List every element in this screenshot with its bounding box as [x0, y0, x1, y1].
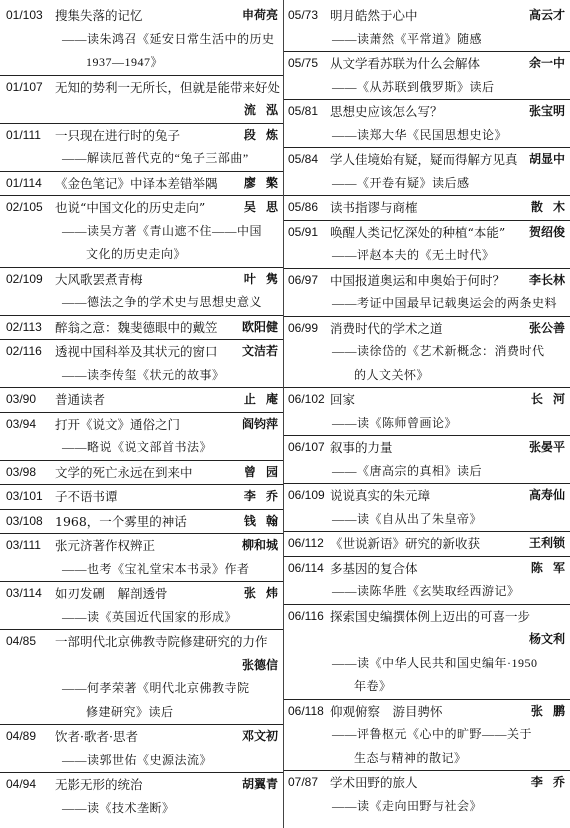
entry-subtitle-line: ——读徐岱的《艺术新概念：消费时代 — [332, 344, 545, 358]
entry-author: 止 庵 — [243, 392, 278, 406]
entry-head-line — [284, 269, 570, 293]
entry-title: 唤醒人类记忆深处的种植“本能” — [330, 224, 506, 240]
issue-page-code: 06/109 — [288, 488, 325, 502]
entry-author: 高寿仙 — [528, 488, 565, 502]
toc-entry — [284, 196, 570, 221]
entry-subtitle-line: ——读《技术垄断》 — [62, 800, 175, 815]
entry-head-line — [0, 124, 283, 148]
entry-subtitle-line: ——也考《宝礼堂宋本书录》作者 — [62, 561, 250, 576]
issue-page-code: 03/111 — [6, 538, 41, 552]
entry-subtitle-line: ——略说《说文部首书法》 — [62, 440, 213, 454]
entry-head-line — [0, 630, 283, 654]
entry-author-line — [0, 99, 283, 123]
toc-entry — [0, 461, 283, 486]
issue-page-code: 03/94 — [6, 416, 37, 431]
toc-entry — [0, 773, 283, 820]
entry-title: 也说“中国文化的历史走向” — [55, 200, 206, 215]
entry-subtitle-line: ——解读厄普代克的“兔子三部曲” — [62, 151, 249, 165]
toc-entry — [284, 557, 570, 605]
entry-title: 《世说新语》研究的新收获 — [330, 536, 481, 551]
entry-subtitle-line: ——《从苏联到俄罗斯》读后 — [332, 79, 495, 94]
entry-title: 大风歌罢煮青梅 — [55, 271, 143, 287]
entry-head-line — [284, 557, 570, 581]
entry-author: 张 鹏 — [530, 703, 565, 718]
toc-entry — [0, 196, 283, 268]
issue-page-code: 06/97 — [288, 272, 319, 287]
toc-entry — [0, 510, 283, 535]
entry-author: 张宝明 — [528, 104, 565, 118]
issue-page-code: 02/116 — [6, 344, 42, 358]
entry-head-line — [0, 316, 283, 340]
issue-page-code: 06/102 — [288, 392, 325, 406]
entry-title: 透视中国科举及其状元的窗口 — [55, 344, 218, 359]
entry-subtitle-line: 1937—1947》 — [86, 55, 164, 69]
issue-page-code: 01/107 — [6, 79, 43, 94]
entry-subtitle-line: ——读郑大华《民国思想史论》 — [332, 127, 508, 142]
entry-subtitle-line: ——《唐高宗的真相》读后 — [332, 463, 483, 478]
entry-author: 文洁若 — [241, 344, 278, 358]
entry-head-line — [284, 771, 570, 795]
entry-author: 李 乔 — [243, 489, 278, 503]
issue-page-code: 05/75 — [288, 56, 319, 70]
entry-head-line — [284, 605, 570, 629]
issue-page-code: 04/94 — [6, 777, 37, 791]
toc-entry — [0, 388, 283, 413]
toc-entry — [284, 436, 570, 484]
entry-author: 胡翼青 — [241, 777, 278, 791]
toc-entry — [284, 605, 570, 700]
entry-author-line — [284, 628, 570, 652]
entry-head-line — [284, 700, 570, 724]
entry-head-line — [0, 582, 283, 606]
entry-title: 无知的势利一无所长，但就是能带来好处 — [55, 79, 281, 95]
issue-page-code: 05/84 — [288, 152, 319, 166]
entry-author: 张晏平 — [528, 440, 565, 454]
entry-author: 流 泓 — [243, 103, 278, 117]
entry-author: 高云才 — [528, 8, 565, 22]
entry-author: 张德信 — [241, 657, 278, 672]
entry-subtitle-line: 年卷》 — [354, 679, 392, 693]
toc-entry — [0, 172, 283, 197]
toc-entry — [0, 4, 283, 76]
entry-title: 子不语书谭 — [55, 489, 118, 504]
entry-author-line — [0, 654, 283, 678]
issue-page-code: 02/109 — [6, 271, 43, 286]
entry-subtitle-line: ——读《中华人民共和国史编年·1950 — [332, 655, 538, 670]
issue-page-code: 05/73 — [288, 8, 319, 22]
entry-subtitle-line: ——读《走向田野与社会》 — [332, 798, 483, 813]
issue-page-code: 06/112 — [288, 536, 324, 550]
toc-column-left — [0, 0, 284, 828]
entry-author: 曾 园 — [243, 464, 278, 479]
entry-author: 胡显中 — [528, 152, 565, 166]
entry-title: 叙事的力量 — [330, 440, 393, 455]
entry-title: 回家 — [330, 392, 356, 407]
entry-subtitle-line: 生态与精神的散记》 — [354, 750, 467, 765]
issue-page-code: 06/114 — [288, 560, 324, 575]
entry-head-line — [0, 534, 283, 558]
entry-author: 张公善 — [528, 320, 565, 335]
entry-author: 贺绍俊 — [528, 224, 565, 239]
toc-entry — [0, 725, 283, 773]
entry-title: 中国报道奥运和申奥始于何时？ — [330, 272, 506, 288]
entry-author: 叶 隽 — [243, 271, 278, 286]
entry-head-line — [0, 340, 283, 364]
issue-page-code: 03/114 — [6, 586, 42, 600]
issue-page-code: 05/86 — [288, 200, 319, 214]
entry-head-line — [0, 461, 283, 485]
entry-head-line — [284, 52, 570, 76]
entry-head-line — [0, 76, 283, 100]
issue-page-code: 05/81 — [288, 104, 319, 118]
toc-entry — [284, 269, 570, 317]
entry-title: 从文学看苏联为什么会解体 — [330, 56, 481, 71]
issue-page-code: 04/89 — [6, 729, 37, 743]
entry-author: 陈 军 — [530, 560, 565, 575]
entry-subtitle-line: ——读李传玺《状元的故事》 — [62, 367, 225, 382]
entry-title: 学人佳境始有疑，疑而得解方见真 — [330, 152, 518, 167]
issue-page-code: 03/90 — [6, 392, 37, 406]
entry-author: 余一中 — [528, 56, 565, 70]
entry-head-line — [0, 388, 283, 412]
entry-title: 消费时代的学术之道 — [330, 320, 443, 336]
toc-entry — [284, 100, 570, 148]
issue-page-code: 05/91 — [288, 224, 319, 239]
entry-head-line — [284, 196, 570, 220]
toc-entry — [284, 4, 570, 52]
entry-head-line — [0, 4, 283, 28]
toc-column-right — [284, 0, 570, 828]
entry-head-line — [0, 725, 283, 749]
entry-subtitle-line: 的人文关怀》 — [354, 367, 430, 382]
entry-subtitle-line: ——读郭世佑《史源法流》 — [62, 752, 213, 767]
entry-author: 长 河 — [530, 392, 565, 406]
entry-title: 《金色笔记》中译本差错举隅 — [55, 175, 218, 191]
issue-page-code: 01/103 — [6, 8, 43, 22]
issue-page-code: 04/85 — [6, 634, 37, 648]
toc-entry — [284, 52, 570, 100]
entry-head-line — [0, 196, 283, 220]
toc-entry — [284, 532, 570, 557]
issue-page-code: 03/98 — [6, 464, 37, 479]
issue-page-code: 01/111 — [6, 127, 41, 142]
entry-author: 钱 翰 — [243, 513, 278, 528]
issue-page-code: 06/107 — [288, 440, 325, 454]
entry-subtitle-line: ——读萧然《平常道》随感 — [332, 31, 483, 46]
issue-page-code: 02/113 — [6, 319, 42, 334]
entry-author: 申荷亮 — [241, 8, 278, 22]
entry-title: 搜集失落的记忆 — [55, 8, 143, 23]
issue-page-code: 01/114 — [6, 175, 42, 190]
entry-subtitle-line: ——读吴方著《青山遮不住——中国 — [62, 223, 263, 238]
toc-entry — [0, 76, 283, 124]
entry-author: 王利锁 — [528, 536, 565, 550]
toc-entry — [0, 268, 283, 316]
entry-subtitle-line: ——读《英国近代国家的形成》 — [62, 609, 238, 624]
entry-title: 明月皓然于心中 — [330, 8, 418, 23]
toc-entry — [284, 148, 570, 196]
entry-head-line — [284, 100, 570, 124]
entry-head-line — [0, 485, 283, 509]
entry-head-line — [284, 148, 570, 172]
entry-head-line — [284, 436, 570, 460]
entry-title: 无影无形的统治 — [55, 777, 143, 792]
entry-head-line — [0, 413, 283, 437]
entry-author: 邓文初 — [241, 729, 278, 743]
entry-title: 学术田野的旅人 — [330, 775, 418, 790]
entry-title: 探索国史编撰体例上迈出的可喜一步 — [330, 608, 531, 624]
toc-entry — [284, 771, 570, 818]
toc-entry — [0, 316, 283, 341]
entry-head-line — [284, 484, 570, 508]
toc-entry — [0, 124, 283, 172]
entry-author: 阎钧萍 — [241, 416, 278, 431]
entry-author: 段 炼 — [243, 127, 278, 142]
entry-title: 一部明代北京佛教寺院修建研究的力作 — [55, 634, 268, 649]
entry-title: 说说真实的朱元璋 — [330, 488, 431, 503]
entry-head-line — [0, 268, 283, 292]
issue-page-code: 06/116 — [288, 608, 324, 623]
entry-head-line — [0, 172, 283, 196]
entry-subtitle-line: ——评鲁枢元《心中的旷野——关于 — [332, 727, 533, 741]
issue-page-code: 02/105 — [6, 200, 43, 214]
toc-entry — [284, 317, 570, 389]
entry-title: 仰观俯察 游目骋怀 — [330, 703, 443, 719]
entry-head-line — [284, 221, 570, 245]
entry-author: 吴 思 — [243, 200, 278, 214]
entry-author: 李长林 — [528, 272, 565, 287]
entry-subtitle-line: ——何孝荣著《明代北京佛教寺院 — [62, 681, 250, 695]
entry-author: 李 乔 — [530, 775, 565, 789]
toc-entry — [0, 485, 283, 510]
entry-subtitle-line: ——评赵本夫的《无土时代》 — [332, 248, 495, 262]
entry-title: 打开《说文》通俗之门 — [55, 416, 181, 432]
entry-author: 杨文利 — [528, 632, 565, 646]
entry-subtitle-line: 修建研究》读后 — [86, 704, 174, 719]
entry-head-line — [284, 317, 570, 341]
issue-page-code: 03/101 — [6, 489, 43, 503]
entry-subtitle-line: ——读《陈师曾画论》 — [332, 415, 458, 430]
entry-subtitle-line: ——读陈华胜《玄奘取经西游记》 — [332, 584, 520, 598]
entry-title: 醉翁之意：魏斐德眼中的戴笠 — [55, 319, 218, 335]
entry-author: 廖 檠 — [243, 175, 278, 190]
entry-author: 张 炜 — [243, 586, 278, 600]
entry-title: 饮者·歌者·思者 — [55, 729, 138, 744]
toc-entry — [0, 340, 283, 388]
toc-entry — [284, 221, 570, 269]
entry-head-line — [284, 388, 570, 412]
entry-head-line — [284, 4, 570, 28]
entry-subtitle-line: ——读《自从出了朱皇帝》 — [332, 511, 483, 526]
toc-entry — [0, 582, 283, 630]
entry-author: 柳和城 — [241, 538, 278, 552]
entry-title: 读书指谬与商榷 — [330, 200, 418, 215]
entry-head-line — [284, 532, 570, 556]
entry-head-line — [0, 773, 283, 797]
issue-page-code: 03/108 — [6, 513, 43, 528]
entry-title: 文学的死亡永远在到来中 — [55, 464, 193, 480]
entry-head-line — [0, 510, 283, 534]
entry-subtitle-line: 文化的历史走向》 — [86, 247, 187, 261]
entry-title: 如刃发硎 解剖透骨 — [55, 586, 168, 601]
issue-page-code: 06/118 — [288, 703, 324, 718]
entry-title: 1968，一个雾里的神话 — [55, 513, 187, 529]
entry-title: 思想史应该怎么写？ — [330, 104, 443, 119]
toc-entry — [0, 630, 283, 725]
entry-title: 多基因的复合体 — [330, 560, 418, 576]
toc-entry — [0, 413, 283, 461]
entry-title: 一只现在进行时的兔子 — [55, 127, 181, 143]
entry-subtitle-line: ——读朱鸿召《延安日常生活中的历史 — [62, 31, 275, 46]
issue-page-code: 07/87 — [288, 775, 319, 789]
entry-title: 张元济著作权辨正 — [55, 538, 156, 553]
entry-subtitle-line: ——德法之争的学术史与思想史意义 — [62, 295, 263, 309]
entry-subtitle-line: ——考证中国最早记载奥运会的两条史料 — [332, 296, 558, 310]
toc-entry — [284, 388, 570, 436]
toc-entry — [284, 484, 570, 532]
entry-author: 欧阳健 — [241, 319, 278, 334]
toc-entry — [0, 534, 283, 582]
entry-author: 散 木 — [530, 200, 565, 214]
toc-entry — [284, 700, 570, 772]
issue-page-code: 06/99 — [288, 320, 319, 335]
entry-title: 普通读者 — [55, 392, 106, 407]
entry-subtitle-line: ——《开卷有疑》读后感 — [332, 175, 470, 190]
